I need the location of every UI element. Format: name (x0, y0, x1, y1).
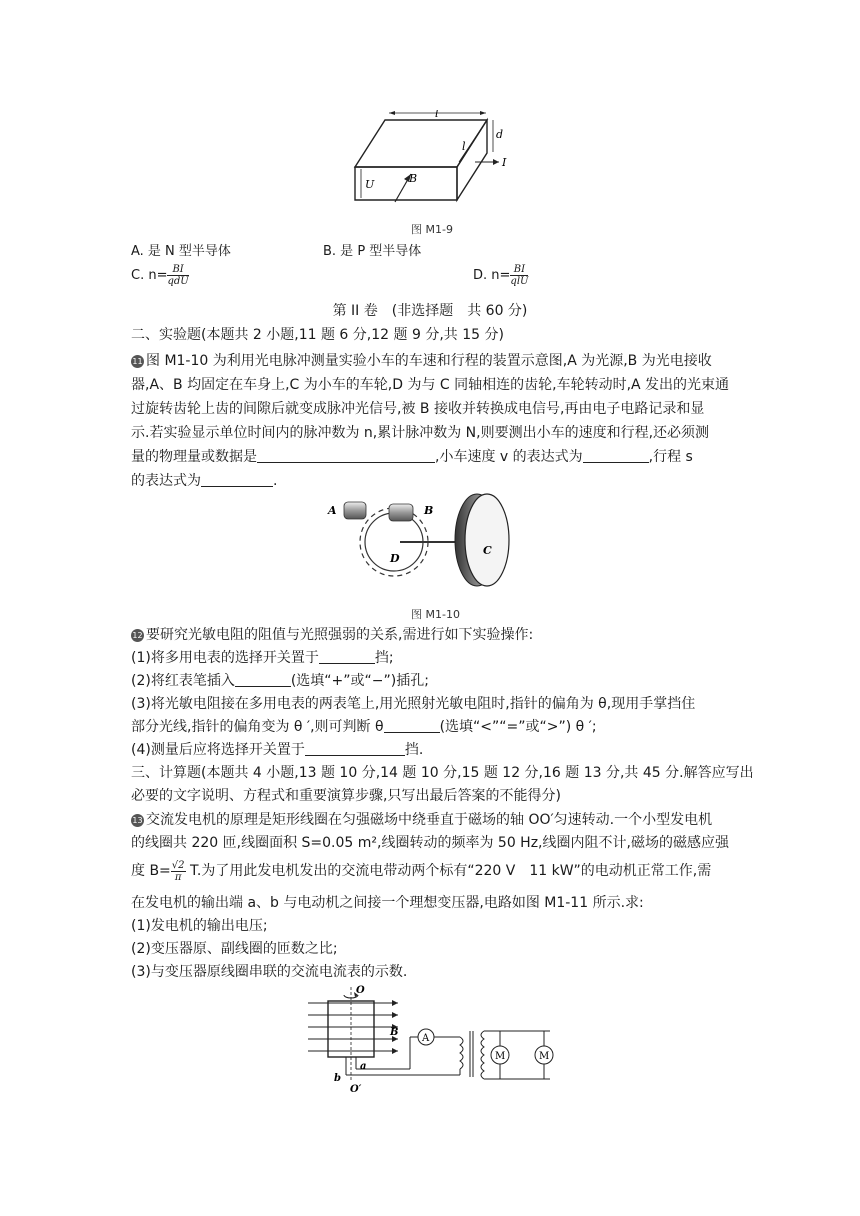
q12-line-5: (4)测量后应将选择开关置于 挡. (131, 742, 424, 758)
q11-line-1: 11 图 M1-10 为利用光电脉冲测量实验小车的车速和行程的装置示意图,A 为光源,B 为光电接收 (132, 353, 712, 369)
section2-title: 第 II 卷 (非选择题 共 60 分) (332, 303, 528, 319)
motor-1-label: M (495, 1051, 506, 1062)
option-a: A. 是 N 型半导体 (131, 244, 231, 259)
fig11-label-B: B (390, 1027, 399, 1038)
q12-line-0: 12 要研究光敏电阻的阻值与光照强弱的关系,需进行如下实验操作: (132, 627, 534, 643)
exp-section-title: 二、实验题(本题共 2 小题,11 题 6 分,12 题 9 分,共 15 分) (131, 327, 504, 343)
q11-line-3: 过旋转齿轮上齿的间隙后就变成脉冲光信号,被 B 接收并转换成电信号,再由电子电路记录和显 (131, 401, 705, 417)
figure-m1-10 (322, 490, 532, 590)
fig10-label-B: B (424, 504, 434, 517)
q12-line-3: (3)将光敏电阻接在多用电表的两表笔上,用光照射光敏电阻时,指针的偏角为 θ,现用手掌挡住 (131, 696, 696, 712)
q11-number: 11 (132, 357, 143, 366)
q12-blank-4[interactable] (305, 741, 405, 756)
q13-line-6: (2)变压器原、副线圈的匝数之比; (131, 941, 338, 957)
fig9-label-l-top: l (435, 110, 439, 120)
ammeter-label: A (422, 1033, 430, 1044)
q11-blank-speed[interactable] (583, 448, 649, 463)
q13-line-1: 13 交流发电机的原理是矩形线圈在匀强磁场中绕垂直于磁场的轴 OO′匀速转动.一个小型发电机 (132, 812, 713, 828)
fig10-label-D: D (390, 552, 400, 565)
q11-line-5: 量的物理量或数据是 ,小车速度 v 的表达式为 ,行程 s (131, 449, 693, 465)
q12-line-2: (2)将红表笔插入 (选填“+”或“−”)插孔; (131, 673, 429, 689)
q13-line-4: 在发电机的输出端 a、b 与电动机之间接一个理想变压器,电路如图 M1-11 所示.求: (131, 895, 644, 911)
fig9-label-d: d (496, 128, 504, 141)
fig11-label-b: b (334, 1073, 341, 1084)
q13-line-3: 度 B= $\frac{√2}{\pi}$ T.为了用此发电机发出的交流电带动两个标有“220 V 11 kW”的电动机正常工作,需 (131, 859, 712, 883)
fig10-caption: 图 M1-10 (411, 608, 460, 621)
option-d (473, 264, 528, 287)
q13-line-5: (1)发电机的输出电压; (131, 918, 268, 934)
q13-line-2: 的线圈共 220 匝,线圈面积 S=0.05 m²,线圈转动的频率为 50 Hz,线圈内阻不计,磁场的磁感应强 (131, 835, 729, 851)
fig10-label-C: C (483, 544, 492, 557)
fig9-label-U: U (365, 178, 375, 191)
option-c-prefix: C. n= (131, 268, 168, 283)
motor-2-label: M (539, 1051, 550, 1062)
figure-m1-11 (300, 985, 560, 1095)
calc-section-title-2: 必要的文字说明、方程式和重要演算步骤,只写出最后答案的不能得分) (131, 788, 561, 804)
q11-line-4: 示.若实验显示单位时间内的脉冲数为 n,累计脉冲数为 N,则要测出小车的速度和行程,还必须测 (131, 425, 710, 441)
q11-line-6: 的表达式为 . (131, 473, 278, 489)
option-c-fraction: $\frac{BI}{\text{qdU}}$ (167, 264, 189, 287)
fig9-label-l-side: l (462, 140, 466, 153)
calc-section-title-1: 三、计算题(本题共 4 小题,13 题 10 分,14 题 10 分,15 题 12 分,16 题 13 分,共 45 分.解答应写出 (131, 765, 754, 781)
option-b: B. 是 P 型半导体 (323, 244, 422, 259)
q12-line-1: (1)将多用电表的选择开关置于 挡; (131, 650, 394, 666)
fig9-caption: 图 M1-9 (411, 223, 453, 236)
option-c (131, 264, 189, 287)
fig10-label-A: A (328, 504, 337, 517)
fig9-label-B: B (409, 172, 418, 185)
q13-line-7: (3)与变压器原线圈串联的交流电流表的示数. (131, 964, 408, 980)
q11-line-2: 器,A、B 均固定在车身上,C 为小车的车轮,D 为与 C 同轴相连的齿轮,车轮转动时,A 发出的光束通 (131, 377, 730, 393)
q13-number: 13 (132, 816, 143, 825)
q11-blank-quantity[interactable] (257, 448, 435, 463)
q11-blank-distance[interactable] (201, 472, 273, 487)
fig11-label-O: O (356, 985, 365, 996)
option-d-prefix: D. n= (473, 268, 511, 283)
q12-blank-2[interactable] (235, 672, 291, 687)
q12-line-4: 部分光线,指针的偏角变为 θ ′,则可判断 θ (选填“<”“=”或“>”) θ ′; (131, 719, 597, 735)
fig11-label-a: a (360, 1061, 367, 1072)
figure-m1-9 (345, 110, 515, 210)
fig11-label-O-prime: O′ (350, 1084, 362, 1095)
fig9-label-I: I (502, 156, 507, 169)
q12-blank-1[interactable] (319, 649, 375, 664)
q13-b-fraction: $\frac{√2}{\pi}$ (171, 859, 185, 883)
q12-number: 12 (132, 631, 143, 640)
q12-blank-3[interactable] (384, 718, 440, 733)
option-d-fraction: $\frac{BI}{\text{qlU}}$ (510, 264, 529, 287)
